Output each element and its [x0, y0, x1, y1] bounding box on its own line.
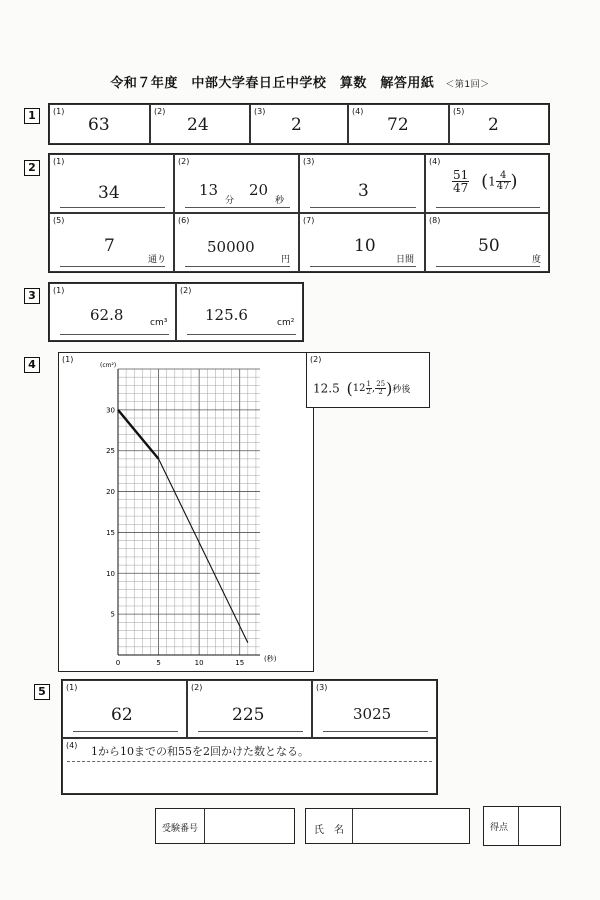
divider — [204, 809, 205, 843]
q2-3-cell[interactable] — [299, 154, 425, 213]
q4-1-cell[interactable] — [58, 352, 314, 672]
section-4-number: 4 — [24, 357, 40, 373]
y-tick-label: 5 — [110, 610, 115, 619]
q5-1-cell[interactable] — [62, 680, 187, 738]
q5-2-label: (2) — [191, 683, 203, 692]
section-5-number: 5 — [34, 684, 50, 700]
section-2-box — [48, 153, 550, 273]
section-3-number: 3 — [24, 288, 40, 304]
q2-5-unit: 通り — [148, 255, 167, 265]
q3-2-unit: cm² — [277, 318, 295, 328]
answer-line — [73, 731, 178, 732]
q2-8-label: (8) — [429, 216, 441, 225]
q2-8-answer: 50 — [478, 236, 500, 256]
q1-2-cell[interactable] — [150, 104, 250, 144]
q2-5-label: (5) — [53, 216, 65, 225]
answer-line — [60, 334, 169, 335]
q1-4-answer: 72 — [387, 115, 409, 135]
q1-2-answer: 24 — [187, 115, 209, 135]
section-1-number: 1 — [24, 108, 40, 124]
q2-4-cell[interactable] — [425, 154, 549, 213]
section-1-box — [48, 103, 550, 145]
q1-3-label: (3) — [254, 107, 266, 116]
q4-2-frac-numerator: 25 — [376, 380, 386, 388]
q3-1-label: (1) — [53, 286, 65, 295]
q2-2-minutes: 13 — [199, 181, 219, 199]
q5-4-answer: 1から10までの和55を2回かけた数となる。 — [91, 745, 309, 758]
answer-line — [310, 266, 416, 267]
q2-8-cell[interactable] — [425, 213, 549, 272]
q5-4-label: (4) — [66, 741, 78, 750]
q1-3-answer: 2 — [291, 115, 302, 135]
y-tick-label: 30 — [106, 406, 115, 415]
q2-7-label: (7) — [303, 216, 315, 225]
answer-line — [323, 731, 428, 732]
exam-number-label: 受験番号 — [162, 824, 199, 834]
q2-4-denominator: 47 — [453, 181, 469, 195]
y-tick-label: 25 — [106, 447, 115, 456]
q2-2-seconds: 20 — [249, 181, 269, 199]
q2-7-unit: 日間 — [396, 255, 415, 265]
x-axis-label: (秒) — [264, 655, 277, 663]
q2-5-answer: 7 — [104, 236, 115, 256]
q4-2-cell[interactable] — [306, 352, 430, 408]
answer-line — [60, 266, 165, 267]
q4-2-label: (2) — [310, 355, 322, 364]
answer-line — [60, 207, 165, 208]
name-box[interactable] — [305, 808, 470, 844]
q2-6-cell[interactable] — [174, 213, 299, 272]
q1-4-label: (4) — [352, 107, 364, 116]
q5-1-answer: 62 — [111, 705, 133, 725]
title-text: 令和７年度 中部大学春日丘中学校 算数 解答用紙 — [110, 76, 435, 91]
dashed-line — [67, 761, 432, 762]
y-axis-label: (cm²) — [100, 362, 117, 369]
q2-6-unit: 円 — [281, 255, 291, 265]
exam-number-box[interactable] — [155, 808, 295, 844]
y-tick-label: 10 — [106, 569, 115, 578]
q2-6-answer: 50000 — [207, 238, 255, 256]
name-label: 氏 名 — [314, 825, 344, 836]
answer-line — [187, 334, 296, 335]
section-2-number: 2 — [24, 160, 40, 176]
q5-1-label: (1) — [66, 683, 78, 692]
y-tick-label: 20 — [106, 488, 115, 497]
q4-2-numerator: 1 — [366, 380, 371, 388]
x-tick-label: 5 — [156, 659, 161, 667]
q3-2-answer: 125.6 — [205, 306, 248, 324]
q1-3-cell[interactable] — [250, 104, 348, 144]
answer-line — [198, 731, 303, 732]
q1-5-answer: 2 — [488, 115, 499, 135]
q1-1-answer: 63 — [88, 115, 110, 135]
answer-line — [185, 207, 290, 208]
q2-6-label: (6) — [178, 216, 190, 225]
q4-2-whole: 12 — [352, 383, 366, 394]
q2-3-label: (3) — [303, 157, 315, 166]
q5-3-label: (3) — [316, 683, 328, 692]
page-title — [0, 72, 600, 91]
q4-1-label: (1) — [62, 355, 74, 364]
q2-4-mixed-numerator: 4 — [496, 171, 511, 182]
q5-2-cell[interactable] — [187, 680, 312, 738]
q1-5-label: (5) — [453, 107, 465, 116]
q2-4-label: (4) — [429, 157, 441, 166]
answer-line — [185, 266, 290, 267]
q5-3-cell[interactable] — [312, 680, 437, 738]
q2-2-label: (2) — [178, 157, 190, 166]
section-5-box — [61, 679, 438, 795]
section-3-box — [48, 282, 304, 342]
q3-2-cell[interactable] — [176, 283, 303, 341]
divider — [352, 809, 353, 843]
q5-2-answer: 225 — [232, 705, 265, 725]
q2-1-label: (1) — [53, 157, 65, 166]
q2-4-mixed-denominator: 47 — [496, 181, 510, 192]
q1-4-cell[interactable] — [348, 104, 449, 144]
q2-4-numerator: 51 — [453, 168, 469, 182]
answer-line — [436, 266, 540, 267]
minutes-unit: 分 — [225, 196, 235, 206]
answer-line — [310, 207, 416, 208]
q2-4-answer: $\frac{51}{47}$ (1 $\frac{4}{47}$ ) — [453, 168, 518, 195]
x-tick-label: 15 — [235, 659, 245, 667]
divider — [518, 807, 519, 845]
x-tick-label: 10 — [194, 659, 204, 667]
q4-2-denominator: 2 — [366, 388, 371, 396]
q3-1-unit: cm³ — [150, 318, 168, 328]
q5-3-answer: 3025 — [353, 705, 392, 723]
q1-5-cell[interactable] — [449, 104, 549, 144]
q2-2-cell[interactable] — [174, 154, 299, 213]
q2-5-cell[interactable] — [49, 213, 174, 272]
q2-1-answer: 34 — [98, 183, 120, 203]
q2-1-cell[interactable] — [49, 154, 174, 213]
q4-2-value: 12.5 — [313, 381, 340, 396]
q4-2-frac-denominator: 2 — [378, 388, 383, 396]
q2-7-cell[interactable] — [299, 213, 425, 272]
q2-3-answer: 3 — [358, 181, 369, 201]
q2-8-unit: 度 — [532, 255, 542, 265]
series-line — [159, 459, 248, 643]
q1-1-cell[interactable] — [49, 104, 150, 144]
round-label: ＜第1回＞ — [445, 80, 490, 90]
q4-2-answer: 12.5 (12 $\frac{1}{2}$ , $\frac{25}{2}$ )秒後 — [313, 379, 411, 398]
score-label: 得点 — [490, 823, 509, 833]
q3-1-cell[interactable] — [49, 283, 176, 341]
q3-2-label: (2) — [180, 286, 192, 295]
q1-1-label: (1) — [53, 107, 65, 116]
x-tick-label: 0 — [115, 659, 121, 667]
q2-4-mixed-whole: 1 — [488, 174, 496, 189]
q5-4-cell[interactable] — [62, 738, 437, 794]
q1-2-label: (2) — [154, 107, 166, 116]
q4-2-unit: 秒後 — [392, 385, 411, 395]
seconds-unit: 秒 — [275, 196, 285, 206]
q2-7-answer: 10 — [354, 236, 376, 256]
answer-line — [436, 207, 540, 208]
graph-chart — [59, 353, 313, 671]
score-box[interactable] — [483, 806, 561, 846]
y-tick-label: 15 — [106, 528, 115, 537]
q3-1-answer: 62.8 — [90, 306, 124, 324]
